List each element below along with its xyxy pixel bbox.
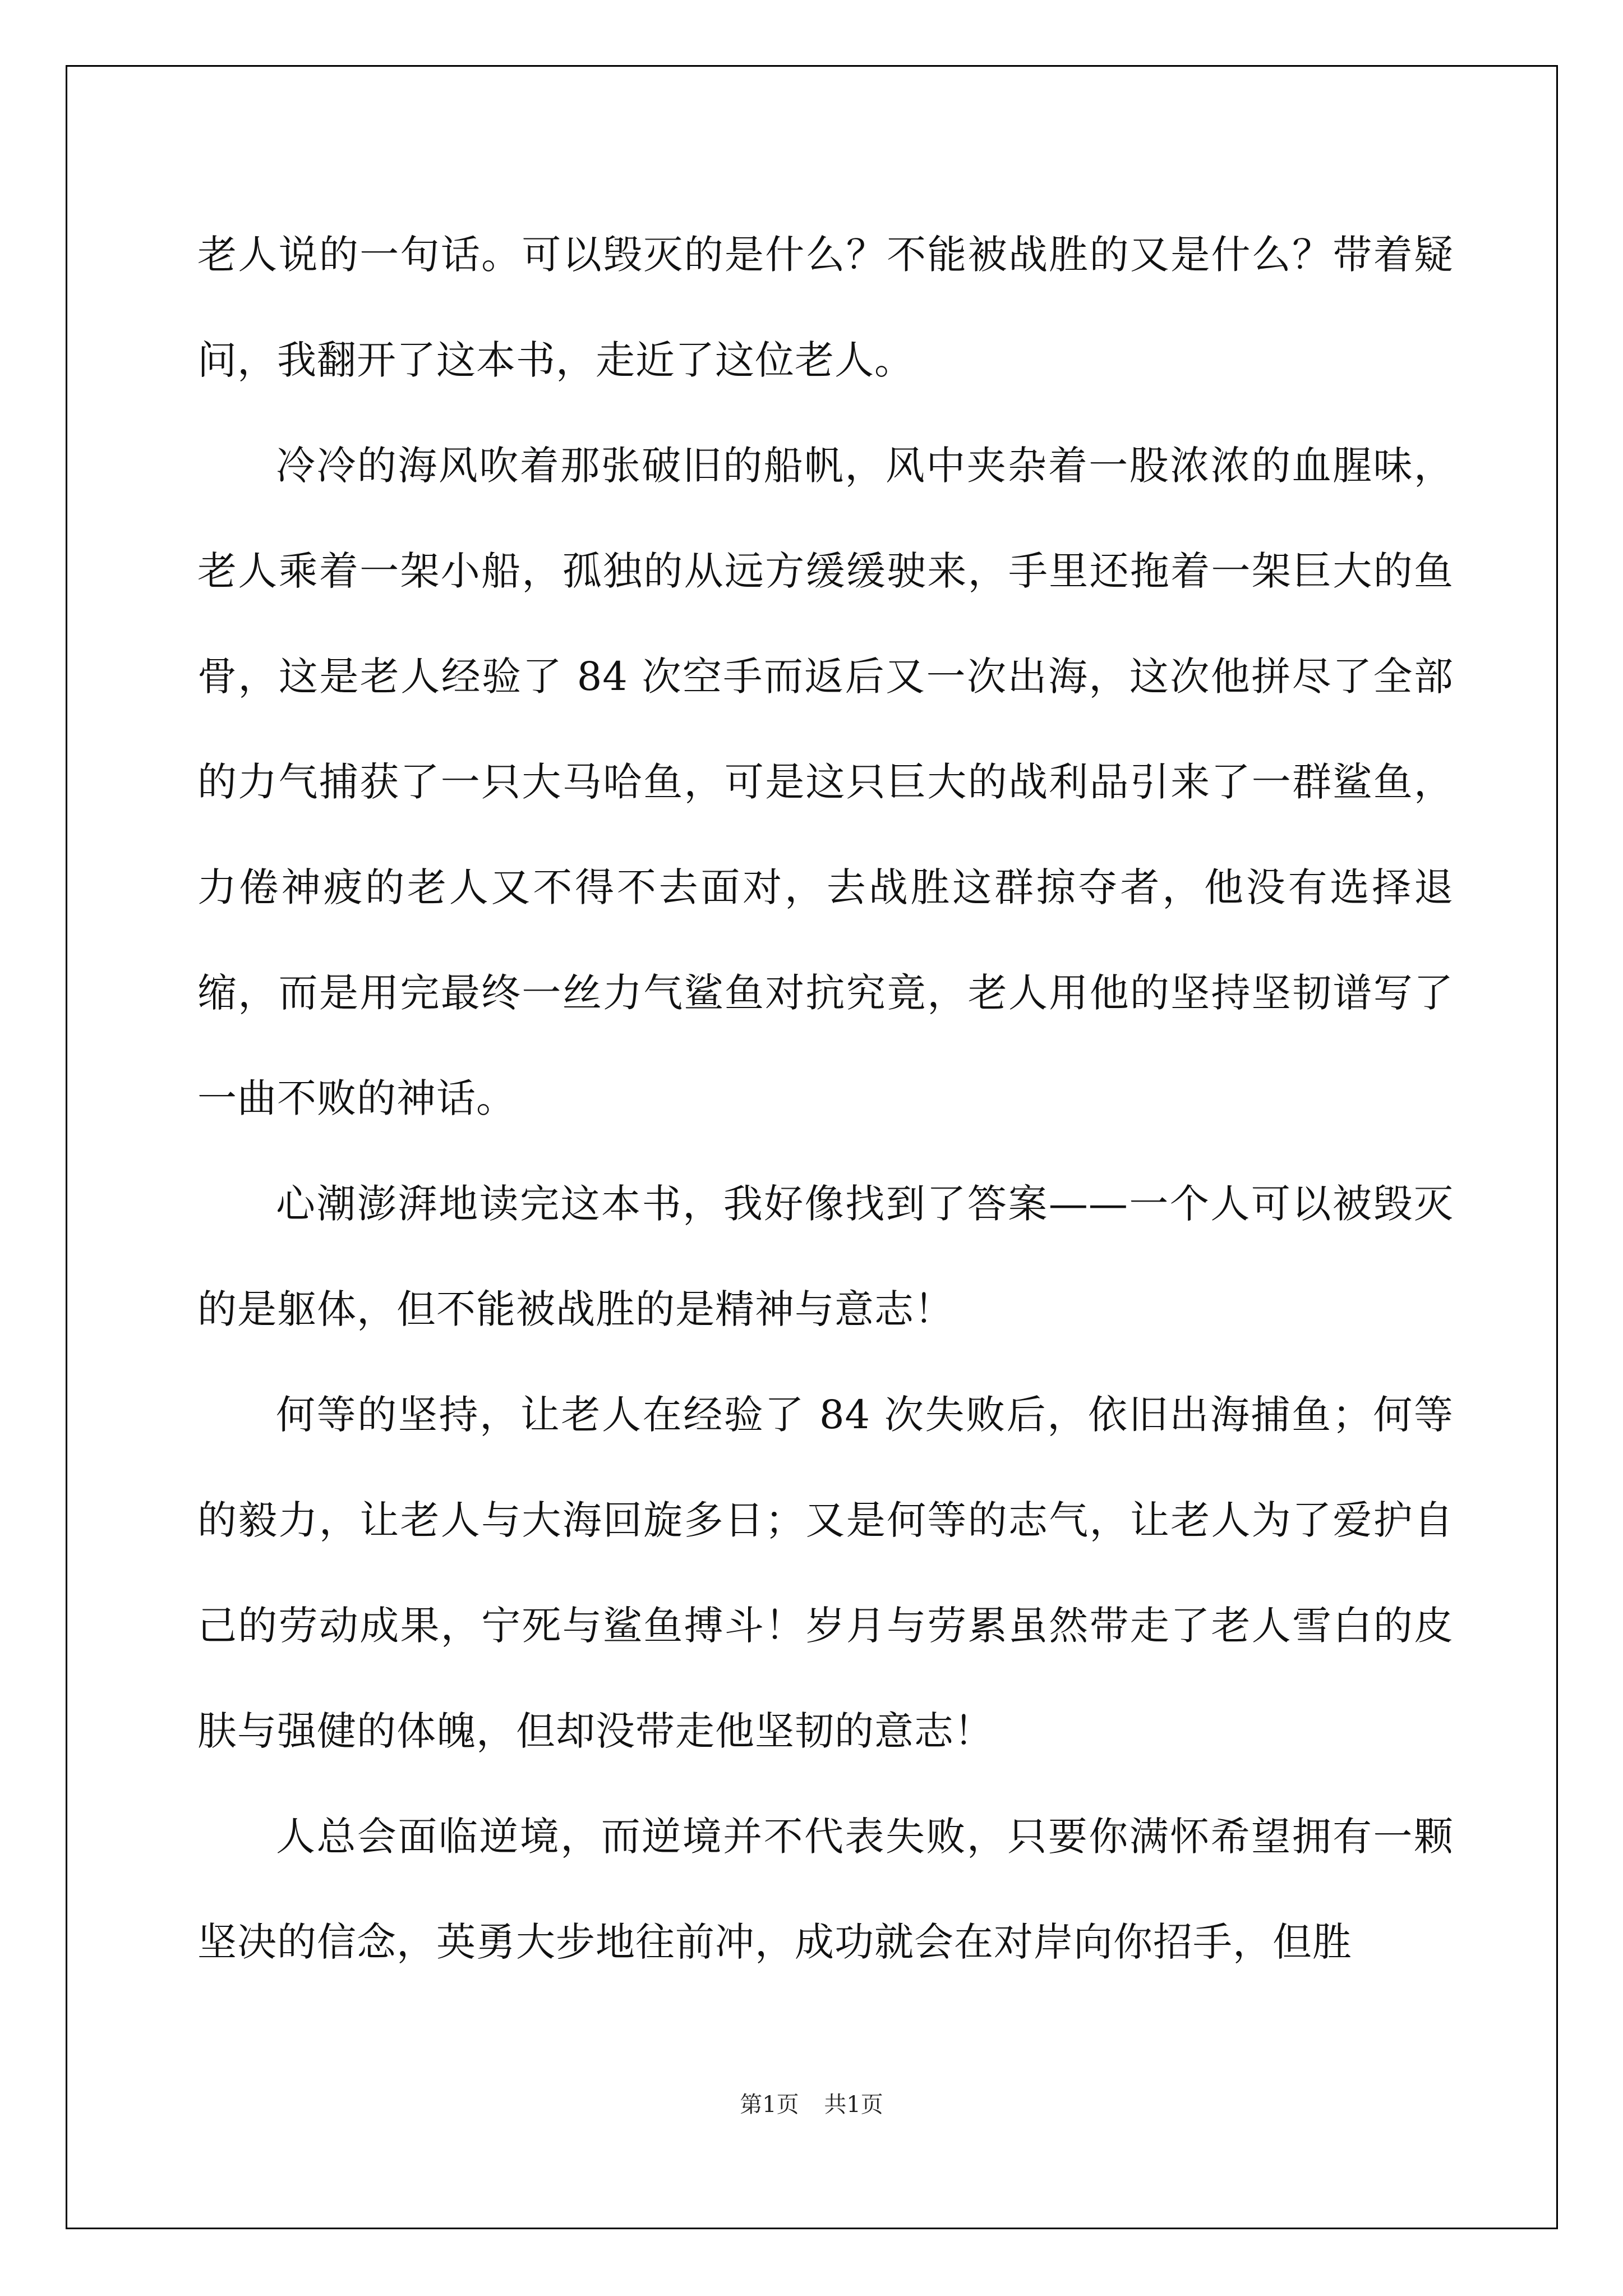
paragraph-2: 冷冷的海风吹着那张破旧的船帆，风中夹杂着一股浓浓的血腥味，老人乘着一架小船，孤独的从远方缓缓驶来，手里还拖着一架巨大的鱼骨，这是老人经验了 84 次空手而返后又一次出海，这次他拼尽了全部的力气捕获了一只大马哈鱼，可是这只巨大的战利品引来了一群鲨鱼，力倦神疲的老人又不得不去面对，去战胜这群掠夺者，他没有选择退缩，而是用完最终一丝力气鲨鱼对抗究竟，老人用他的坚持坚韧谱写了一曲不败的神话。 xyxy=(197,443,1454,1121)
page-total: 共1页 xyxy=(824,2092,883,2118)
paragraph-3: 心潮澎湃地读完这本书，我好像找到了答案——一个人可以被毁灭的是躯体，但不能被战胜的是精神与意志！ xyxy=(197,1181,1454,1332)
paragraph-4: 何等的坚持，让老人在经验了 84 次失败后，依旧出海捕鱼；何等的毅力，让老人与大海回旋多日；又是何等的志气，让老人为了爱护自己的劳动成果，宁死与鲨鱼搏斗！岁月与劳累虽然带走了老人雪白的皮肤与强健的体魄，但却没带走他坚韧的意志！ xyxy=(197,1392,1454,1754)
document-body xyxy=(197,202,1454,1995)
page-footer xyxy=(0,2087,1623,2119)
paragraph-5: 人总会面临逆境，而逆境并不代表失败，只要你满怀希望拥有一颗坚决的信念，英勇大步地往前冲，成功就会在对岸向你招手，但胜 xyxy=(197,1814,1454,1965)
paragraph-1: 老人说的一句话。可以毁灭的是什么？不能被战胜的又是什么？带着疑问，我翻开了这本书，走近了这位老人。 xyxy=(197,232,1454,383)
page-number: 第1页 xyxy=(740,2092,799,2118)
